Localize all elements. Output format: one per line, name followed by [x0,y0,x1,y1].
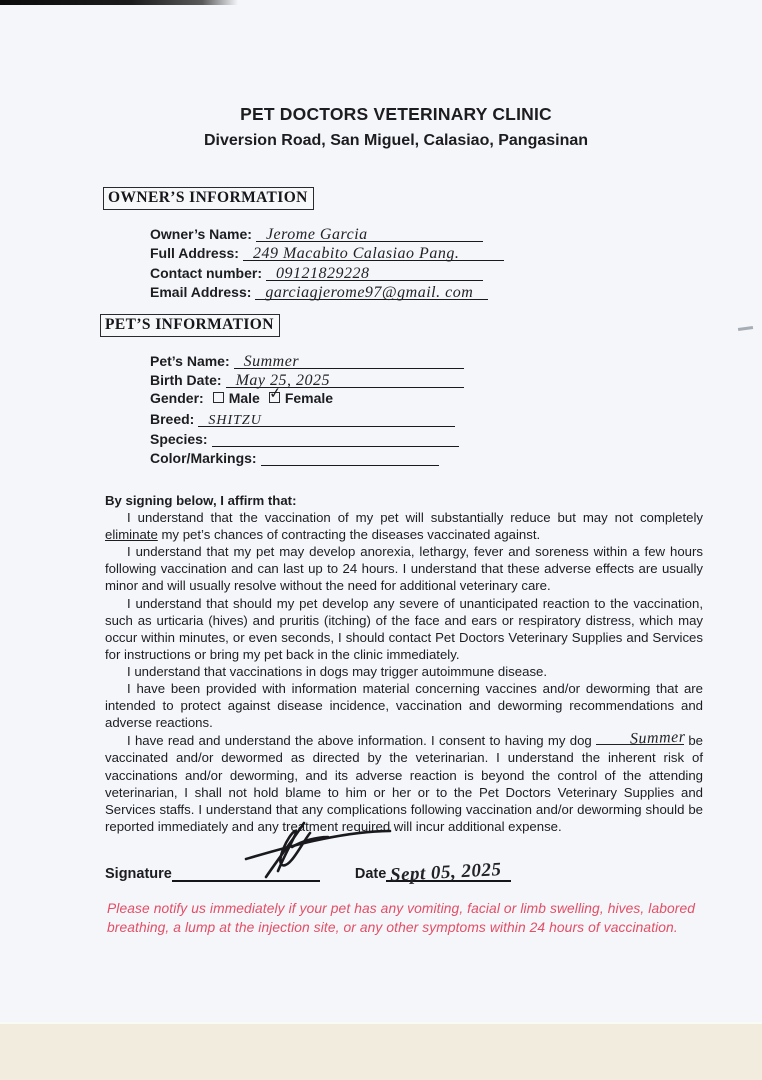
owner-address-row [150,242,620,262]
owner-name-value: Jerome Garcia [265,225,368,243]
owner-address-value: 249 Macabito Calasiao Pang. [252,245,460,262]
pet-color-row [150,447,620,467]
signature-field[interactable] [172,862,320,882]
affirmation-paragraph-2: I understand that my pet may develop anorexia, lethargy, fever and soreness within a few hours following vaccination and can last up to 24 hours. I understand that these adverse effects are usually minor and will usually resolve without the need for additional veterinary care. [105,544,703,594]
consent-dog-name-field[interactable] [596,728,686,748]
consent-before: I have read and understand the above information. I consent to having my dog [127,733,592,749]
owner-contact-value: 09121829228 [276,264,370,282]
pet-breed-row [150,408,620,428]
pet-birthdate-label: Birth Date: [150,372,222,388]
female-check-mark: ✓ [267,383,283,403]
owner-fields [150,222,620,300]
signature-block [105,859,665,886]
pet-name-value: Summer [243,352,300,370]
consent-after: be vaccinated and/or dewormed as directed by the veterinarian. I understand the inherent risk of vaccinations and/or deworming, and its adverse reaction is beyond the control of the attending veterinarian, I shall not hold blame to him or her or to the Pet Doctors Veterinary Supplies and Services staffs. I understand that any complications following vaccination and/or deworming should be reported immediately and any treatment required will incur additional expense. [105,733,703,834]
pet-color-field[interactable] [261,448,439,466]
owner-contact-field[interactable] [266,263,483,281]
pet-breed-field[interactable] [198,409,455,427]
clinic-name: PET DOCTORS VETERINARY CLINIC [240,104,552,124]
pet-name-label: Pet’s Name: [150,352,230,369]
signature-label: Signature [105,866,172,882]
owner-email-row [150,281,620,301]
gender-female-checkbox[interactable] [267,383,283,403]
footer-warning-note: Please notify us immediately if your pet has any vomiting, facial or limb swelling, hives, labored breathing, a lump at the injection site, or any other symptoms within 24 hours of vaccination. [107,901,696,935]
scanner-tray-background [0,1022,762,1080]
date-label: Date [354,866,387,882]
owner-email-value: garciagjerome97@gmail. com [265,284,474,301]
para1-underlined-word: eliminate [105,527,158,543]
pet-fields [150,349,620,466]
pet-name-row [150,349,620,369]
form-header [30,104,762,150]
affirmation-body [105,492,703,835]
gender-male-checkbox[interactable] [213,392,224,403]
gender-female-label: Female [284,389,334,406]
para1-before: I understand that the vaccination of my pet will substantially reduce but may not completely [127,510,703,526]
pet-color-label: Color/Markings: [150,450,257,466]
pet-birthdate-value: May 25, 2025 [235,372,330,389]
owner-address-label: Full Address: [150,245,239,261]
affirmation-heading: By signing below, I affirm that: [105,493,297,508]
date-value: Sept 05, 2025 [389,859,503,886]
owner-contact-row [150,261,620,281]
date-field[interactable] [386,859,511,886]
owner-section-heading: OWNER’S INFORMATION [103,187,314,210]
owner-name-label: Owner’s Name: [150,225,252,242]
pet-birthdate-row [150,369,620,389]
pet-gender-label: Gender: [150,389,204,406]
owner-address-field[interactable] [243,243,504,261]
owner-name-field[interactable] [256,224,483,242]
pet-species-row [150,427,620,447]
owner-email-label: Email Address: [150,284,252,300]
pet-name-field[interactable] [234,351,464,369]
clinic-address: Diversion Road, San Miguel, Calasiao, Pangasinan [203,132,589,149]
affirmation-paragraph-1 [105,509,703,543]
owner-contact-label: Contact number: [150,264,262,281]
scanner-edge-artifact [0,0,238,5]
pet-birthdate-field[interactable] [226,370,464,388]
affirmation-paragraph-4: I understand that vaccinations in dogs may trigger autoimmune disease. [127,663,548,679]
gender-male-label: Male [228,389,260,406]
pet-breed-label: Breed: [150,411,195,427]
owner-name-row [150,222,620,242]
pet-species-label: Species: [150,430,208,447]
pet-gender-row [150,383,620,408]
pet-section-heading: PET’S INFORMATION [100,314,280,337]
affirmation-paragraph-3: I understand that should my pet develop any severe of unanticipated reaction to the vaccination, such as urticaria (hives) and pruritis (itching) of the face and ears or respiratory distress, which may occur within minutes, or even seconds, I should contact Pet Doctors Veterinary Supplies and Services for instructions or bring my pet back in the clinic immediately. [105,595,703,662]
para1-after: my pet’s chances of contracting the diseases vaccinated against. [157,527,541,543]
owner-email-field[interactable] [255,282,488,300]
scan-smudge-artifact [738,326,753,331]
pet-breed-value: SHITZU [208,413,262,428]
affirmation-paragraph-5: I have been provided with information material concerning vaccines and/or deworming that are intended to protect against disease incidence, vaccination and deworming recommendations and adverse reactions. [105,681,703,731]
pet-species-field[interactable] [212,429,459,447]
consent-dog-name-value: Summer [629,728,686,748]
